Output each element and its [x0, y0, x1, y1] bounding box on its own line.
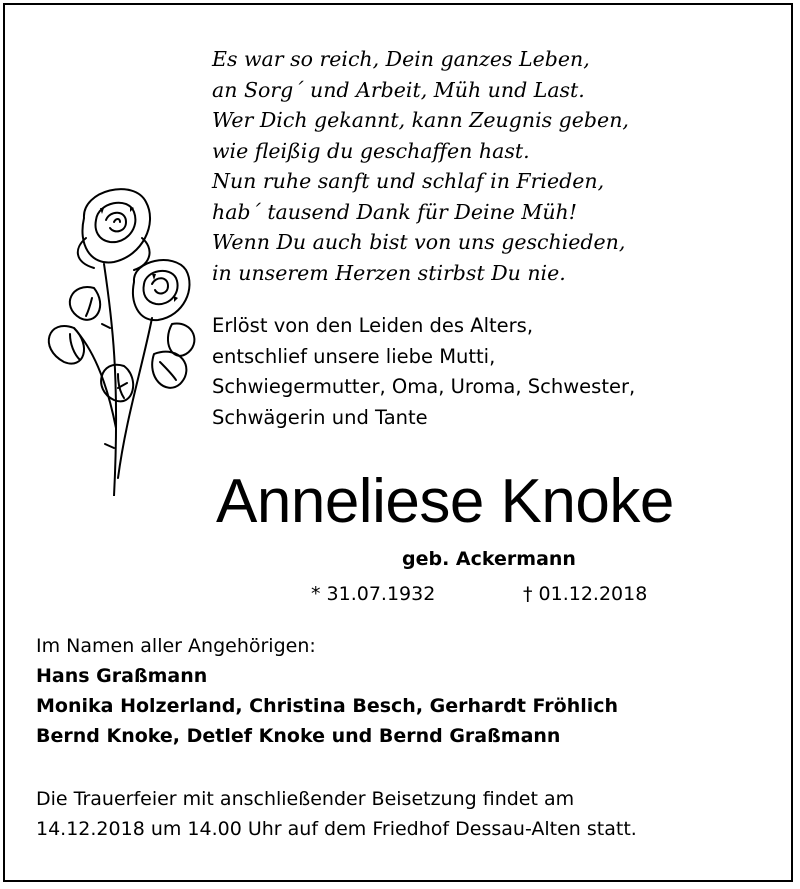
- deceased-name: Anneliese Knoke: [216, 467, 674, 536]
- intro-line: Schwägerin und Tante: [212, 405, 428, 429]
- poem-line: Wenn Du auch bist von uns geschieden,: [212, 230, 626, 254]
- mourners-block: [36, 631, 618, 751]
- poem-line: Nun ruhe sanft und schlaf in Frieden,: [212, 169, 605, 193]
- mourners-heading: Im Namen aller Angehörigen:: [36, 635, 316, 657]
- poem-line: Wer Dich gekannt, kann Zeugnis geben,: [212, 108, 629, 132]
- mourner-line: Bernd Knoke, Detlef Knoke und Bernd Graßmann: [36, 725, 561, 747]
- intro-line: entschlief unsere liebe Mutti,: [212, 344, 496, 368]
- poem-line: an Sorg´ und Arbeit, Müh und Last.: [212, 77, 585, 102]
- mourner-line: Hans Graßmann: [36, 665, 208, 687]
- poem-line: wie fleißig du geschaffen hast.: [212, 138, 530, 163]
- birth-date: * 31.07.1932: [311, 583, 436, 605]
- memorial-poem: [212, 44, 629, 288]
- intro-line: Erlöst von den Leiden des Alters,: [212, 314, 534, 337]
- poem-line: in unserem Herzen stirbst Du nie.: [212, 260, 566, 285]
- ceremony-line: Die Trauerfeier mit anschließender Beisetzung findet am: [36, 788, 575, 810]
- mourner-line: Monika Holzerland, Christina Besch, Gerhardt Fröhlich: [36, 695, 619, 717]
- poem-line: Es war so reich, Dein ganzes Leben,: [212, 47, 590, 71]
- funeral-information: [36, 784, 637, 844]
- maiden-name: geb. Ackermann: [402, 548, 576, 570]
- poem-line: hab´ tausend Dank für Deine Müh!: [212, 199, 577, 224]
- ceremony-line: 14.12.2018 um 14.00 Uhr auf dem Friedhof Dessau-Alten statt.: [36, 818, 637, 840]
- death-date: † 01.12.2018: [523, 583, 648, 605]
- announcement-intro: [212, 311, 635, 433]
- life-dates: [0, 580, 800, 608]
- rose-illustration-icon: [34, 178, 206, 496]
- intro-line: Schwiegermutter, Oma, Uroma, Schwester,: [212, 375, 636, 398]
